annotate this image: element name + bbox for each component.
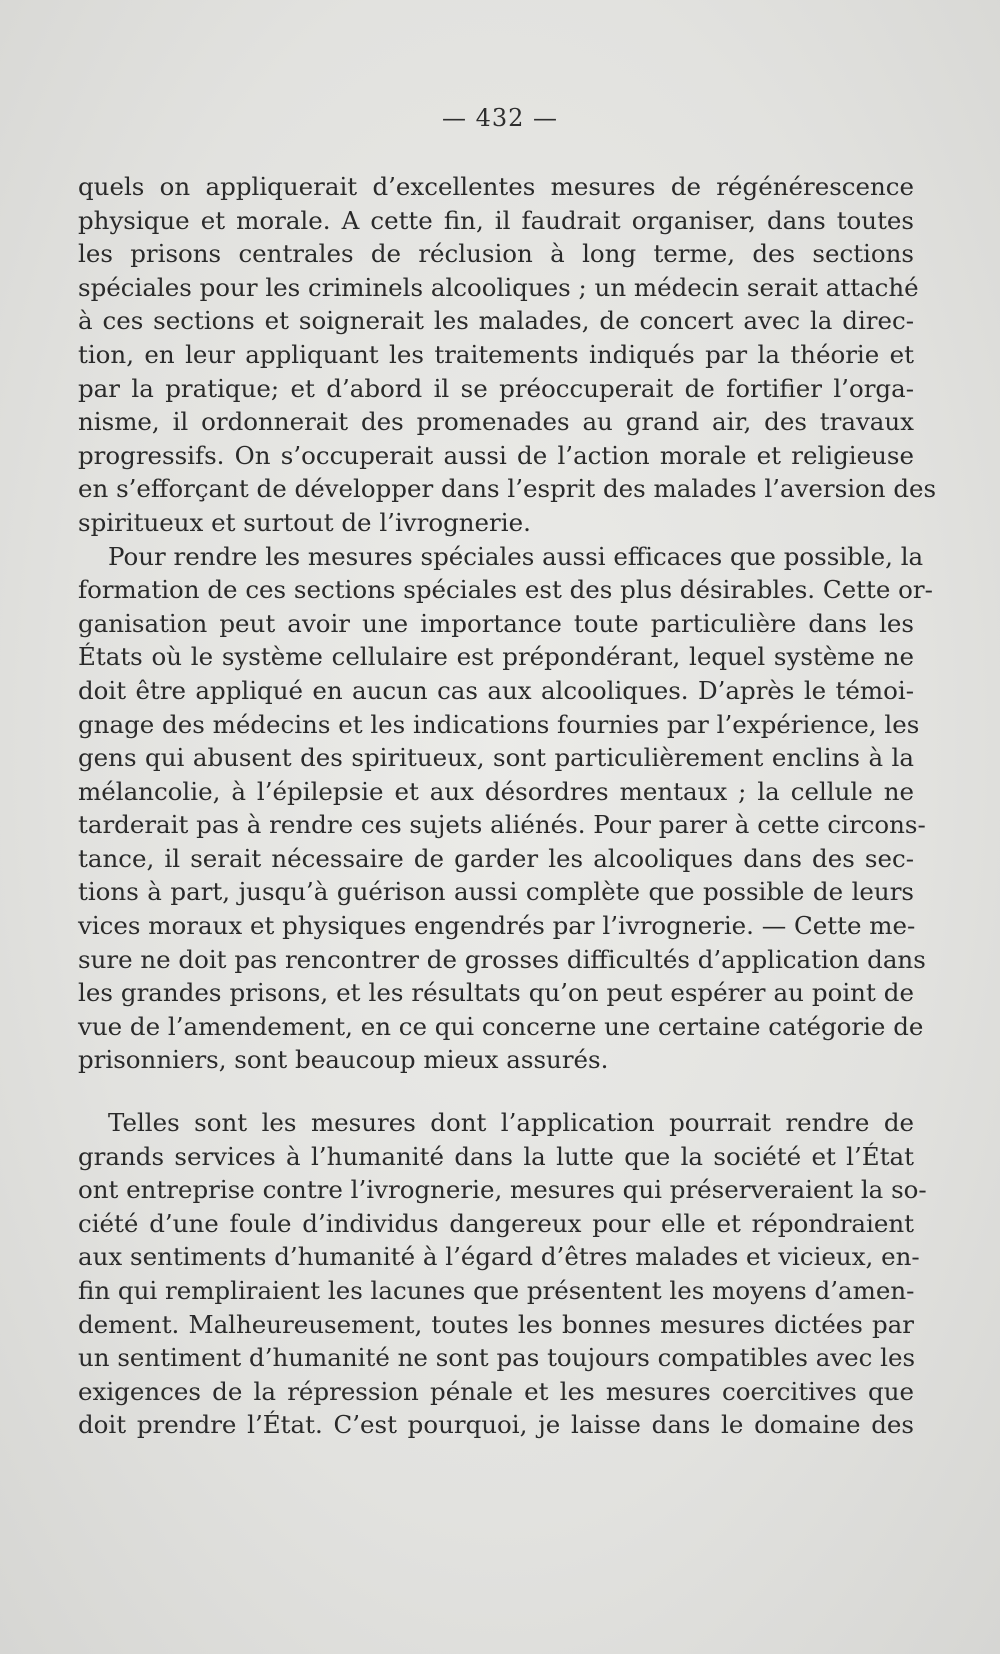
paragraph	[78, 540, 933, 1078]
text-line: par la pratique; et d’abord il se préoccuperait de fortifier l’orga-	[78, 373, 914, 403]
text-line: mélancolie, à l’épilepsie et aux désordres mentaux ; la cellule ne	[78, 776, 914, 806]
text-line: grands services à l’humanité dans la lutte que la société et l’État	[78, 1141, 914, 1171]
page-number: — 432 —	[441, 104, 559, 132]
text-line: nisme, il ordonnerait des promenades au grand air, des travaux	[78, 407, 914, 437]
text-line: tarderait pas à rendre ces sujets aliénés. Pour parer à cette circons-	[78, 810, 926, 840]
text-line: doit prendre l’État. C’est pourquoi, je laisse dans le domaine des	[78, 1410, 914, 1440]
text-line: vue de l’amendement, en ce qui concerne une certaine catégorie de	[78, 1011, 924, 1041]
text-line: tions à part, jusqu’à guérison aussi complète que possible de leurs	[78, 877, 914, 907]
text-line: formation de ces sections spéciales est des plus désirables. Cette or-	[78, 575, 933, 605]
text-line: aux sentiments d’humanité à l’égard d’êtres malades et vicieux, en-	[78, 1242, 920, 1272]
text-line: ganisation peut avoir une importance toute particulière dans les	[78, 608, 914, 638]
text-line: vices moraux et physiques engendrés par l’ivrognerie. — Cette me-	[78, 911, 916, 941]
paragraph	[78, 170, 937, 540]
text-block-lower	[78, 1106, 927, 1442]
text-line: progressifs. On s’occuperait aussi de l’action morale et religieuse	[78, 440, 914, 470]
text-line: prisonniers, sont beaucoup mieux assurés.	[78, 1045, 609, 1075]
text-line: fin qui rempliraient les lacunes que présentent les moyens d’amen-	[78, 1275, 915, 1305]
paragraph	[78, 1106, 927, 1442]
text-line: gens qui abusent des spiritueux, sont particulièrement enclins à la	[78, 743, 914, 773]
text-line: tion, en leur appliquant les traitements indiqués par la théorie et	[78, 339, 914, 369]
text-line: spiritueux et surtout de l’ivrognerie.	[78, 507, 531, 537]
text-line: tance, il serait nécessaire de garder les alcooliques dans des sec-	[78, 843, 914, 873]
text-line: physique et morale. A cette fin, il faudrait organiser, dans toutes	[78, 205, 914, 235]
text-line: sure ne doit pas rencontrer de grosses difficultés d’application dans	[78, 944, 926, 974]
text-line: ciété d’une foule d’individus dangereux pour elle et répondraient	[78, 1208, 914, 1238]
text-line: les grandes prisons, et les résultats qu’on peut espérer au point de	[78, 978, 914, 1008]
text-line: à ces sections et soignerait les malades, de concert avec la direc-	[78, 306, 914, 336]
text-line: spéciales pour les criminels alcooliques ; un médecin serait attaché	[78, 272, 919, 302]
text-line: les prisons centrales de réclusion à long terme, des sections	[78, 239, 914, 269]
text-line: doit être appliqué en aucun cas aux alcooliques. D’après le témoi-	[78, 675, 914, 705]
text-line: Telles sont les mesures dont l’application pourrait rendre de	[108, 1108, 914, 1137]
text-line: exigences de la répression pénale et les mesures coercitives que	[78, 1376, 914, 1406]
text-line: États où le système cellulaire est prépondérant, lequel système ne	[78, 642, 914, 672]
text-line: un sentiment d’humanité ne sont pas toujours compatibles avec les	[78, 1343, 916, 1373]
text-line: ont entreprise contre l’ivrognerie, mesures qui préserveraient la so-	[78, 1175, 927, 1205]
text-line: en s’efforçant de développer dans l’esprit des malades l’aversion des	[78, 474, 937, 504]
text-line: dement. Malheureusement, toutes les bonnes mesures dictées par	[78, 1309, 914, 1339]
text-line: gnage des médecins et les indications fournies par l’expérience, les	[78, 709, 920, 739]
text-line: Pour rendre les mesures spéciales aussi efficaces que possible, la	[108, 541, 924, 571]
text-block-upper	[78, 170, 937, 1077]
text-line: quels on appliquerait d’excellentes mesures de régénérescence	[78, 172, 914, 201]
